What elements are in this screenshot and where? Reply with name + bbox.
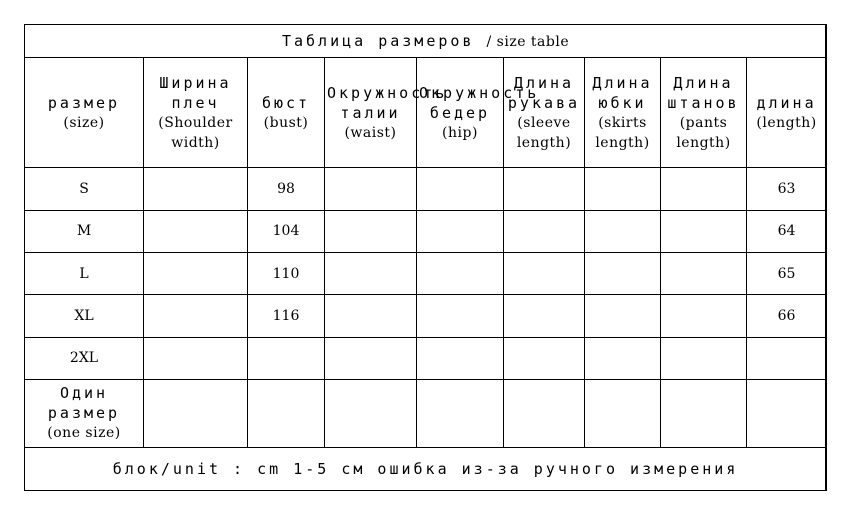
bust-cell: 116 — [248, 295, 325, 337]
one-size-ru: Один размер — [47, 384, 121, 423]
bust-cell: 104 — [248, 210, 325, 252]
length-cell: 65 — [747, 252, 827, 294]
size-cell: XL — [25, 295, 144, 337]
header-bust-ru: бюст — [261, 93, 311, 112]
footer-note: блок/unit : cm 1-5 см ошибка из-за ручного измерения — [25, 447, 827, 490]
one-size-en: (one size) — [47, 425, 121, 442]
header-waist-ru: Окружность талии — [327, 83, 448, 122]
header-length-ru: длина — [756, 93, 817, 112]
title-ru: Таблица размеров — [281, 31, 475, 50]
header-hip-en: (hip) — [442, 124, 478, 141]
length-cell: 64 — [747, 210, 827, 252]
bust-cell: 110 — [248, 252, 325, 294]
header-size-ru: размер — [47, 93, 121, 112]
header-pants-ru: Длина штанов — [667, 73, 740, 112]
header-shoulder-en: (Shoulder width) — [158, 114, 233, 151]
header-length-en: (length) — [756, 114, 817, 131]
size-cell: S — [25, 168, 144, 210]
size-cell: 2XL — [25, 337, 144, 379]
size-cell: L — [25, 252, 144, 294]
length-cell: 63 — [747, 168, 827, 210]
header-sleeve-ru: Длина рукава — [507, 73, 581, 112]
header-shoulder-ru: Ширина плеч — [159, 73, 232, 112]
header-pants-en: (pants length) — [676, 114, 731, 151]
header-skirt-en: (skirts length) — [595, 114, 650, 151]
header-size-en: (size) — [63, 114, 105, 131]
size-cell: M — [25, 210, 144, 252]
header-skirt-ru: Длина юбки — [592, 73, 653, 112]
title-en: / size table — [486, 33, 570, 50]
header-bust-en: (bust) — [263, 114, 309, 131]
length-cell: 66 — [747, 295, 827, 337]
table-frame — [24, 24, 826, 491]
bust-cell: 98 — [248, 168, 325, 210]
header-waist-en: (waist) — [344, 124, 397, 141]
header-sleeve-en: (sleeve length) — [516, 114, 572, 151]
header-hip-ru: Окружность бедер — [419, 83, 540, 122]
